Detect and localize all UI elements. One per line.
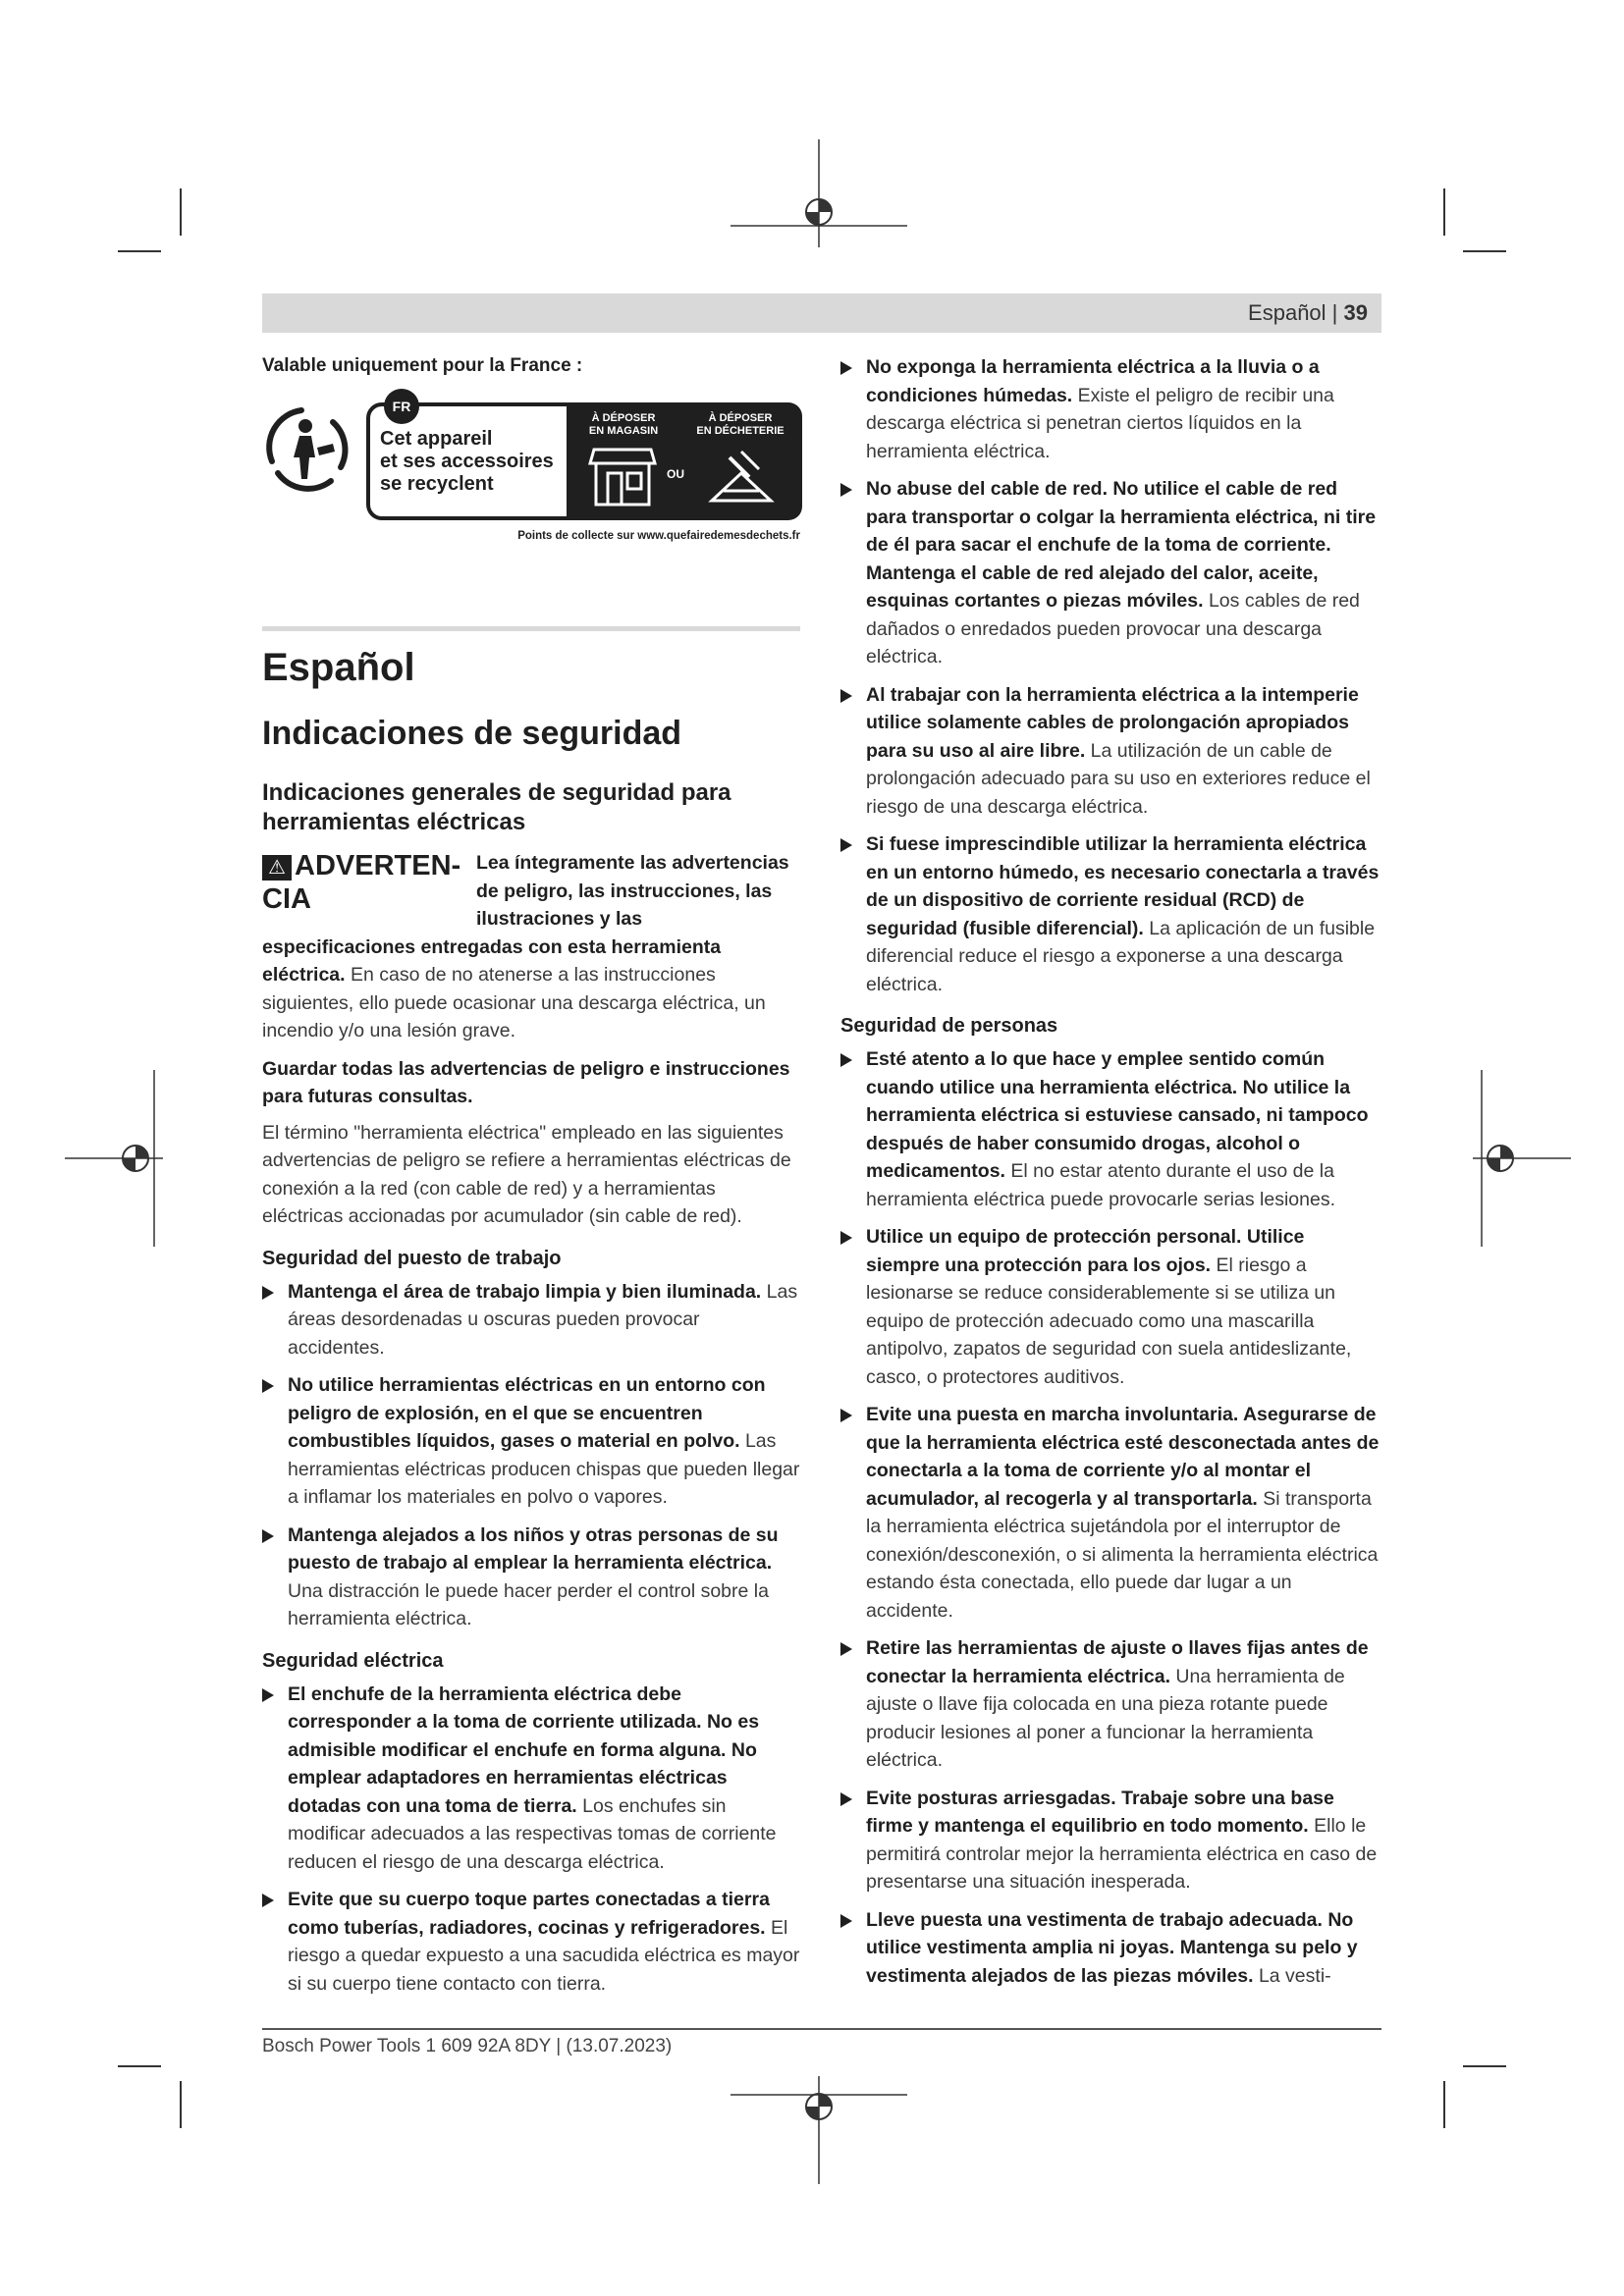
item-text: Los cables de red dañados o enredados pueden provocar una descarga eléctrica. <box>866 590 1360 667</box>
crop-mark <box>1443 2081 1445 2128</box>
list-item <box>840 1785 1382 1896</box>
item-text: Una herramienta de ajuste o llave fija colocada en una pieza rotante puede producir lesiones al poner a funcionar la herramienta eléctrica. <box>866 1665 1345 1771</box>
triman-icon <box>262 402 352 493</box>
list-item <box>840 475 1382 671</box>
item-bold: No abuse del cable de red. No utilice el cable de red para transportar o colgar la herramienta eléctrica, ni tire de él para sacar el enchufe de la toma de corriente. Mantenga el cable de red alejado del calor, aceite, esquinas cortantes o piezas móviles. <box>866 478 1377 612</box>
list-item <box>840 681 1382 822</box>
item-text: Existe el peligro de recibir una descarga eléctrica si penetran ciertos líquidos en la herramienta eléctrica. <box>866 384 1334 462</box>
triman-recycling-logo <box>262 393 800 550</box>
electrical-title: Seguridad eléctrica <box>262 1649 444 1672</box>
header-text: Español | 39 <box>1248 300 1368 325</box>
item-text: Si transporta la herramienta eléctrica sujetándola por el interruptor de conexión/desconexión, o si alimenta la herramienta eléctrica estando ésta conectada, ello puede dar lugar a un accidente. <box>866 1487 1379 1622</box>
recycle-line-3: se recyclent <box>380 473 494 495</box>
crop-mark <box>1443 188 1445 236</box>
store-icon <box>588 446 657 508</box>
list-item <box>840 1634 1382 1775</box>
recycle-text <box>380 428 554 496</box>
list-item <box>262 1681 800 1877</box>
crop-mark <box>118 250 161 252</box>
item-bold: Al trabajar con la herramienta eléctrica a la intemperie utilice solamente cables de prolongación apropiados para su uso al aire libre. <box>866 683 1359 762</box>
personal-title: Seguridad de personas <box>840 1015 1058 1037</box>
collect-text: Points de collecte sur www.quefairedemesdechets.fr <box>517 530 800 542</box>
item-bold: Si fuese imprescindible utilizar la herramienta eléctrica en un entorno húmedo, es necesario conectarla a través de un dispositivo de corriente residual (RCD) de seguridad (fusible diferencial). <box>866 833 1380 939</box>
item-bold: Utilice un equipo de protección personal. Utilice siempre una protección para los ojos. <box>866 1226 1305 1276</box>
page-footer: Bosch Power Tools 1 609 92A 8DY | (13.07.2023) <box>262 2036 673 2056</box>
item-bold: Lleve puesta una vestimenta de trabajo adecuada. No utilice vestimenta amplia ni joyas. Mantenga su pelo y vestimenta alejados de las piezas móviles. <box>866 1908 1358 1987</box>
warning-label <box>262 849 464 916</box>
item-text: Las áreas desordenadas u oscuras pueden provocar accidentes. <box>288 1280 798 1359</box>
item-text: Una distracción le puede hacer perder el control sobre la herramienta eléctrica. <box>288 1579 769 1629</box>
recycle-label-box <box>366 399 798 520</box>
bullet-triangle-icon <box>840 483 852 497</box>
item-text: El riesgo a quedar expuesto a una sacudida eléctrica es mayor si su cuerpo tiene contacto con tierra. <box>288 1916 800 1995</box>
page-number: 39 <box>1343 300 1368 325</box>
registration-mark-left <box>65 1070 163 1247</box>
item-bold: El enchufe de la herramienta eléctrica debe corresponder a la toma de corriente utilizada. No es admisible modificar el enchufe en forma alguna. No emplear adaptadores en herramientas eléctricas dotadas con una toma de tierra. <box>288 1682 760 1817</box>
language-title: Español <box>262 646 415 689</box>
item-text: Los enchufes sin modificar adecuados a las respectivas tomas de corriente reducen el riesgo de una descarga eléctrica. <box>288 1794 777 1873</box>
bullet-triangle-icon <box>840 1053 852 1067</box>
registration-mark-right <box>1473 1070 1571 1247</box>
bullet-triangle-icon <box>262 1529 274 1543</box>
page-header <box>262 294 1381 333</box>
bullet-triangle-icon <box>840 1231 852 1245</box>
bullet-triangle-icon <box>840 838 852 852</box>
item-text: Las herramientas eléctricas producen chispas que pueden llegar a inflamar los materiales en polvo o vapores. <box>288 1430 800 1508</box>
list-item <box>840 1906 1382 1991</box>
item-bold: Evite posturas arriesgadas. Trabaje sobre una base firme y mantenga el equilibrio en todo momento. <box>866 1787 1334 1837</box>
item-bold: Esté atento a lo que hace y emplee sentido común cuando utilice una herramienta eléctrica. No utilice la herramienta eléctrica si estuviese cansado, ni tampoco después de haber consumido drogas, alcohol o medicamentos. <box>866 1048 1369 1182</box>
list-item <box>262 1371 800 1512</box>
warning-label-text: ADVERTEN-CIA <box>262 850 461 915</box>
crop-mark <box>1463 2065 1506 2067</box>
store-label-line-1: À DÉPOSER <box>591 412 656 424</box>
crop-mark <box>1463 250 1506 252</box>
item-text: El riesgo a lesionarse se reduce considerablemente si se utiliza un equipo de protección adecuado como una mascarilla antipolvo, zapatos de seguridad con suela antideslizante, casco, o protectores auditivos. <box>866 1254 1352 1388</box>
bullet-triangle-icon <box>840 1642 852 1656</box>
warning-triangle-icon: ⚠ <box>262 855 292 881</box>
warning-rest: En caso de no atenerse a las instrucciones siguientes, ello puede ocasionar una descarga eléctrica, un incendio y/o una lesión grave. <box>262 964 766 1041</box>
item-text: La utilización de un cable de prolongación adecuado para su uso en exteriores reduce el riesgo de una descarga eléctrica. <box>866 739 1371 818</box>
registration-mark-bottom <box>731 2076 907 2184</box>
crop-mark <box>180 2081 182 2128</box>
bullet-triangle-icon <box>840 1409 852 1422</box>
right-column <box>840 353 1382 2000</box>
registration-mark-top <box>731 139 907 247</box>
bullet-triangle-icon <box>262 1286 274 1300</box>
bullet-triangle-icon <box>840 361 852 375</box>
item-bold: Mantenga el área de trabajo limpia y bien iluminada. <box>288 1280 762 1303</box>
warning-block <box>262 849 800 1045</box>
dump-label <box>686 412 794 438</box>
left-column <box>262 353 800 2007</box>
subsection-title: Indicaciones generales de seguridad para herramientas eléctricas <box>262 779 731 835</box>
warning-bold: Lea íntegramente las advertencias de peligro, las instrucciones, las ilustraciones y las especificaciones entregadas con esta herramienta eléctrica. <box>262 852 789 986</box>
keep-instructions: Guardar todas las advertencias de peligro e instrucciones para futuras consultas. <box>262 1057 790 1107</box>
footer-rule <box>262 2028 1381 2030</box>
recycle-line-1: Cet appareil <box>380 428 493 450</box>
item-text: La vesti- <box>1253 1964 1331 1987</box>
list-item <box>840 1045 1382 1213</box>
bullet-triangle-icon <box>262 1379 274 1393</box>
item-bold: No utilice herramientas eléctricas en un entorno con peligro de explosión, en el que se encuentren combustibles líquidos, gases o material en polvo. <box>288 1374 766 1452</box>
term-definition: El término "herramienta eléctrica" empleado en las siguientes advertencias de peligro se refiere a herramientas eléctricas de conexión a la red (con cable de red) y a herramientas eléctricas accionadas por acumulador (sin cable de red). <box>262 1121 791 1227</box>
section-title: Indicaciones de seguridad <box>262 715 682 752</box>
list-item <box>262 1886 800 1998</box>
item-text: La aplicación de un fusible diferencial reduce el riesgo a exponerse a una descarga eléctrica. <box>866 917 1376 995</box>
bullet-triangle-icon <box>840 689 852 703</box>
item-bold: Mantenga alejados a los niños y otras personas de su puesto de trabajo al emplear la herramienta eléctrica. <box>288 1523 779 1574</box>
workplace-title: Seguridad del puesto de trabajo <box>262 1247 562 1269</box>
dump-label-line-1: À DÉPOSER <box>708 412 773 424</box>
bullet-triangle-icon <box>262 1688 274 1702</box>
list-item <box>840 353 1382 465</box>
bullet-triangle-icon <box>262 1894 274 1907</box>
item-bold: Evite que su cuerpo toque partes conectadas a tierra como tuberías, radiadores, cocinas y refrigeradores. <box>288 1889 770 1939</box>
bullet-triangle-icon <box>840 1792 852 1806</box>
item-bold: No exponga la herramienta eléctrica a la lluvia o a condiciones húmedas. <box>866 356 1320 406</box>
list-item <box>262 1522 800 1633</box>
item-bold: Evite una puesta en marcha involuntaria. Asegurarse de que la herramienta eléctrica esté desconectada antes de conectarla a la toma de corriente y/o al montar el acumulador, al recogerla y al transportarla. <box>866 1404 1380 1510</box>
or-label: OU <box>667 467 684 481</box>
recycle-line-2: et ses accessoires <box>380 451 554 472</box>
item-bold: Retire las herramientas de ajuste o llaves fijas antes de conectar la herramienta eléctrica. <box>866 1637 1369 1687</box>
list-item <box>840 1401 1382 1625</box>
item-text: Ello le permitirá controlar mejor la herramienta eléctrica en caso de presentarse una situación inesperada. <box>866 1815 1378 1893</box>
store-label <box>574 412 673 438</box>
list-item <box>262 1278 800 1362</box>
crop-mark <box>118 2065 161 2067</box>
dechetterie-icon <box>702 444 781 510</box>
item-text: El no estar atento durante el uso de la herramienta eléctrica puede provocarle serias lesiones. <box>866 1160 1335 1210</box>
section-rule <box>262 626 800 631</box>
dump-label-line-2: EN DÉCHETERIE <box>696 425 785 437</box>
fr-badge: FR <box>384 389 419 424</box>
list-item <box>840 1223 1382 1391</box>
header-section: Español <box>1248 300 1326 325</box>
france-label: Valable uniquement pour la France : <box>262 355 583 376</box>
bullet-triangle-icon <box>840 1914 852 1928</box>
crop-mark <box>180 188 182 236</box>
store-label-line-2: EN MAGASIN <box>588 425 659 437</box>
list-item <box>840 830 1382 998</box>
